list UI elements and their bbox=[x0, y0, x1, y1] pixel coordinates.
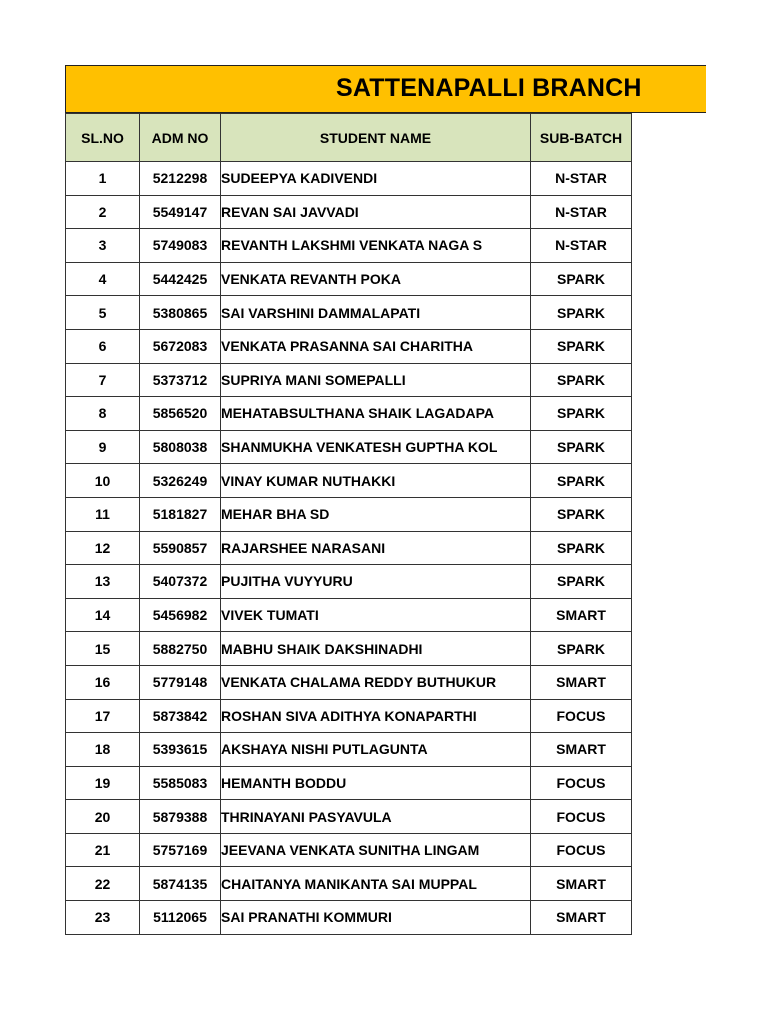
table-row bbox=[66, 464, 632, 498]
cell-sl-no: 8 bbox=[66, 397, 140, 431]
cell-student-name: HEMANTH BODDU bbox=[221, 766, 531, 800]
cell-student-name: CHAITANYA MANIKANTA SAI MUPPAL bbox=[221, 867, 531, 901]
cell-sl-no: 15 bbox=[66, 632, 140, 666]
table-row bbox=[66, 800, 632, 834]
table-row bbox=[66, 229, 632, 263]
cell-sub-batch: FOCUS bbox=[531, 766, 632, 800]
cell-adm-no: 5874135 bbox=[140, 867, 221, 901]
cell-sl-no: 4 bbox=[66, 262, 140, 296]
cell-sl-no: 16 bbox=[66, 665, 140, 699]
cell-adm-no: 5181827 bbox=[140, 497, 221, 531]
cell-adm-no: 5112065 bbox=[140, 901, 221, 935]
cell-sl-no: 14 bbox=[66, 598, 140, 632]
cell-adm-no: 5212298 bbox=[140, 162, 221, 196]
table-row bbox=[66, 162, 632, 196]
table-row bbox=[66, 766, 632, 800]
cell-adm-no: 5549147 bbox=[140, 195, 221, 229]
cell-sl-no: 22 bbox=[66, 867, 140, 901]
cell-sub-batch: SPARK bbox=[531, 329, 632, 363]
cell-sub-batch: SMART bbox=[531, 665, 632, 699]
cell-student-name: VENKATA PRASANNA SAI CHARITHA bbox=[221, 329, 531, 363]
cell-sl-no: 5 bbox=[66, 296, 140, 330]
header-sl-no: SL.NO bbox=[66, 114, 140, 162]
cell-student-name: SUDEEPYA KADIVENDI bbox=[221, 162, 531, 196]
cell-sub-batch: FOCUS bbox=[531, 833, 632, 867]
cell-student-name: REVANTH LAKSHMI VENKATA NAGA S bbox=[221, 229, 531, 263]
table-row bbox=[66, 430, 632, 464]
cell-adm-no: 5749083 bbox=[140, 229, 221, 263]
cell-adm-no: 5585083 bbox=[140, 766, 221, 800]
cell-sub-batch: SPARK bbox=[531, 497, 632, 531]
cell-adm-no: 5856520 bbox=[140, 397, 221, 431]
table-row bbox=[66, 665, 632, 699]
cell-sl-no: 10 bbox=[66, 464, 140, 498]
cell-student-name: SAI PRANATHI KOMMURI bbox=[221, 901, 531, 935]
cell-student-name: AKSHAYA NISHI PUTLAGUNTA bbox=[221, 733, 531, 767]
table-row bbox=[66, 531, 632, 565]
cell-sub-batch: SMART bbox=[531, 598, 632, 632]
table-row bbox=[66, 363, 632, 397]
cell-student-name: VINAY KUMAR NUTHAKKI bbox=[221, 464, 531, 498]
cell-adm-no: 5380865 bbox=[140, 296, 221, 330]
cell-sub-batch: SPARK bbox=[531, 363, 632, 397]
cell-adm-no: 5442425 bbox=[140, 262, 221, 296]
cell-student-name: THRINAYANI PASYAVULA bbox=[221, 800, 531, 834]
cell-sub-batch: N-STAR bbox=[531, 162, 632, 196]
table-row bbox=[66, 397, 632, 431]
cell-sub-batch: SPARK bbox=[531, 296, 632, 330]
cell-sub-batch: SPARK bbox=[531, 531, 632, 565]
cell-adm-no: 5672083 bbox=[140, 329, 221, 363]
cell-sub-batch: SPARK bbox=[531, 397, 632, 431]
table-row bbox=[66, 833, 632, 867]
sheet-title: SATTENAPALLI BRANCH bbox=[336, 74, 642, 102]
cell-sub-batch: FOCUS bbox=[531, 699, 632, 733]
table-body bbox=[66, 162, 632, 935]
student-table bbox=[65, 113, 632, 935]
cell-sub-batch: SPARK bbox=[531, 632, 632, 666]
cell-student-name: PUJITHA VUYYURU bbox=[221, 565, 531, 599]
table-row bbox=[66, 195, 632, 229]
cell-sl-no: 19 bbox=[66, 766, 140, 800]
cell-sub-batch: SPARK bbox=[531, 565, 632, 599]
table-row bbox=[66, 699, 632, 733]
title-banner bbox=[65, 65, 706, 113]
table-row bbox=[66, 565, 632, 599]
table-row bbox=[66, 598, 632, 632]
table-row bbox=[66, 867, 632, 901]
cell-student-name: SAI VARSHINI DAMMALAPATI bbox=[221, 296, 531, 330]
cell-sl-no: 1 bbox=[66, 162, 140, 196]
table-row bbox=[66, 296, 632, 330]
cell-adm-no: 5757169 bbox=[140, 833, 221, 867]
cell-sl-no: 7 bbox=[66, 363, 140, 397]
cell-sub-batch: SMART bbox=[531, 733, 632, 767]
cell-sub-batch: SMART bbox=[531, 867, 632, 901]
cell-sub-batch: N-STAR bbox=[531, 229, 632, 263]
cell-sub-batch: FOCUS bbox=[531, 800, 632, 834]
cell-sl-no: 2 bbox=[66, 195, 140, 229]
cell-student-name: MEHAR BHA SD bbox=[221, 497, 531, 531]
table-row bbox=[66, 329, 632, 363]
cell-adm-no: 5808038 bbox=[140, 430, 221, 464]
cell-student-name: MEHATABSULTHANA SHAIK LAGADAPA bbox=[221, 397, 531, 431]
header-adm-no: ADM NO bbox=[140, 114, 221, 162]
cell-sub-batch: SPARK bbox=[531, 464, 632, 498]
cell-sl-no: 17 bbox=[66, 699, 140, 733]
cell-adm-no: 5456982 bbox=[140, 598, 221, 632]
cell-sl-no: 13 bbox=[66, 565, 140, 599]
table-row bbox=[66, 733, 632, 767]
header-row bbox=[66, 114, 632, 162]
cell-sl-no: 23 bbox=[66, 901, 140, 935]
cell-sl-no: 12 bbox=[66, 531, 140, 565]
cell-sub-batch: SPARK bbox=[531, 262, 632, 296]
cell-adm-no: 5873842 bbox=[140, 699, 221, 733]
table-row bbox=[66, 497, 632, 531]
cell-student-name: VENKATA REVANTH POKA bbox=[221, 262, 531, 296]
cell-sl-no: 18 bbox=[66, 733, 140, 767]
cell-adm-no: 5393615 bbox=[140, 733, 221, 767]
header-student-name: STUDENT NAME bbox=[221, 114, 531, 162]
cell-student-name: MABHU SHAIK DAKSHINADHI bbox=[221, 632, 531, 666]
table-row bbox=[66, 901, 632, 935]
cell-sub-batch: SPARK bbox=[531, 430, 632, 464]
cell-sl-no: 3 bbox=[66, 229, 140, 263]
cell-sub-batch: SMART bbox=[531, 901, 632, 935]
table-row bbox=[66, 262, 632, 296]
cell-student-name: VENKATA CHALAMA REDDY BUTHUKUR bbox=[221, 665, 531, 699]
header-sub-batch: SUB-BATCH bbox=[531, 114, 632, 162]
cell-student-name: SUPRIYA MANI SOMEPALLI bbox=[221, 363, 531, 397]
cell-adm-no: 5779148 bbox=[140, 665, 221, 699]
cell-adm-no: 5882750 bbox=[140, 632, 221, 666]
cell-sl-no: 9 bbox=[66, 430, 140, 464]
cell-sl-no: 6 bbox=[66, 329, 140, 363]
cell-adm-no: 5590857 bbox=[140, 531, 221, 565]
cell-sub-batch: N-STAR bbox=[531, 195, 632, 229]
cell-sl-no: 11 bbox=[66, 497, 140, 531]
cell-adm-no: 5326249 bbox=[140, 464, 221, 498]
table-row bbox=[66, 632, 632, 666]
cell-adm-no: 5879388 bbox=[140, 800, 221, 834]
cell-student-name: ROSHAN SIVA ADITHYA KONAPARTHI bbox=[221, 699, 531, 733]
cell-student-name: VIVEK TUMATI bbox=[221, 598, 531, 632]
cell-sl-no: 20 bbox=[66, 800, 140, 834]
cell-student-name: JEEVANA VENKATA SUNITHA LINGAM bbox=[221, 833, 531, 867]
cell-adm-no: 5407372 bbox=[140, 565, 221, 599]
cell-student-name: SHANMUKHA VENKATESH GUPTHA KOL bbox=[221, 430, 531, 464]
cell-student-name: RAJARSHEE NARASANI bbox=[221, 531, 531, 565]
cell-sl-no: 21 bbox=[66, 833, 140, 867]
cell-adm-no: 5373712 bbox=[140, 363, 221, 397]
cell-student-name: REVAN SAI JAVVADI bbox=[221, 195, 531, 229]
